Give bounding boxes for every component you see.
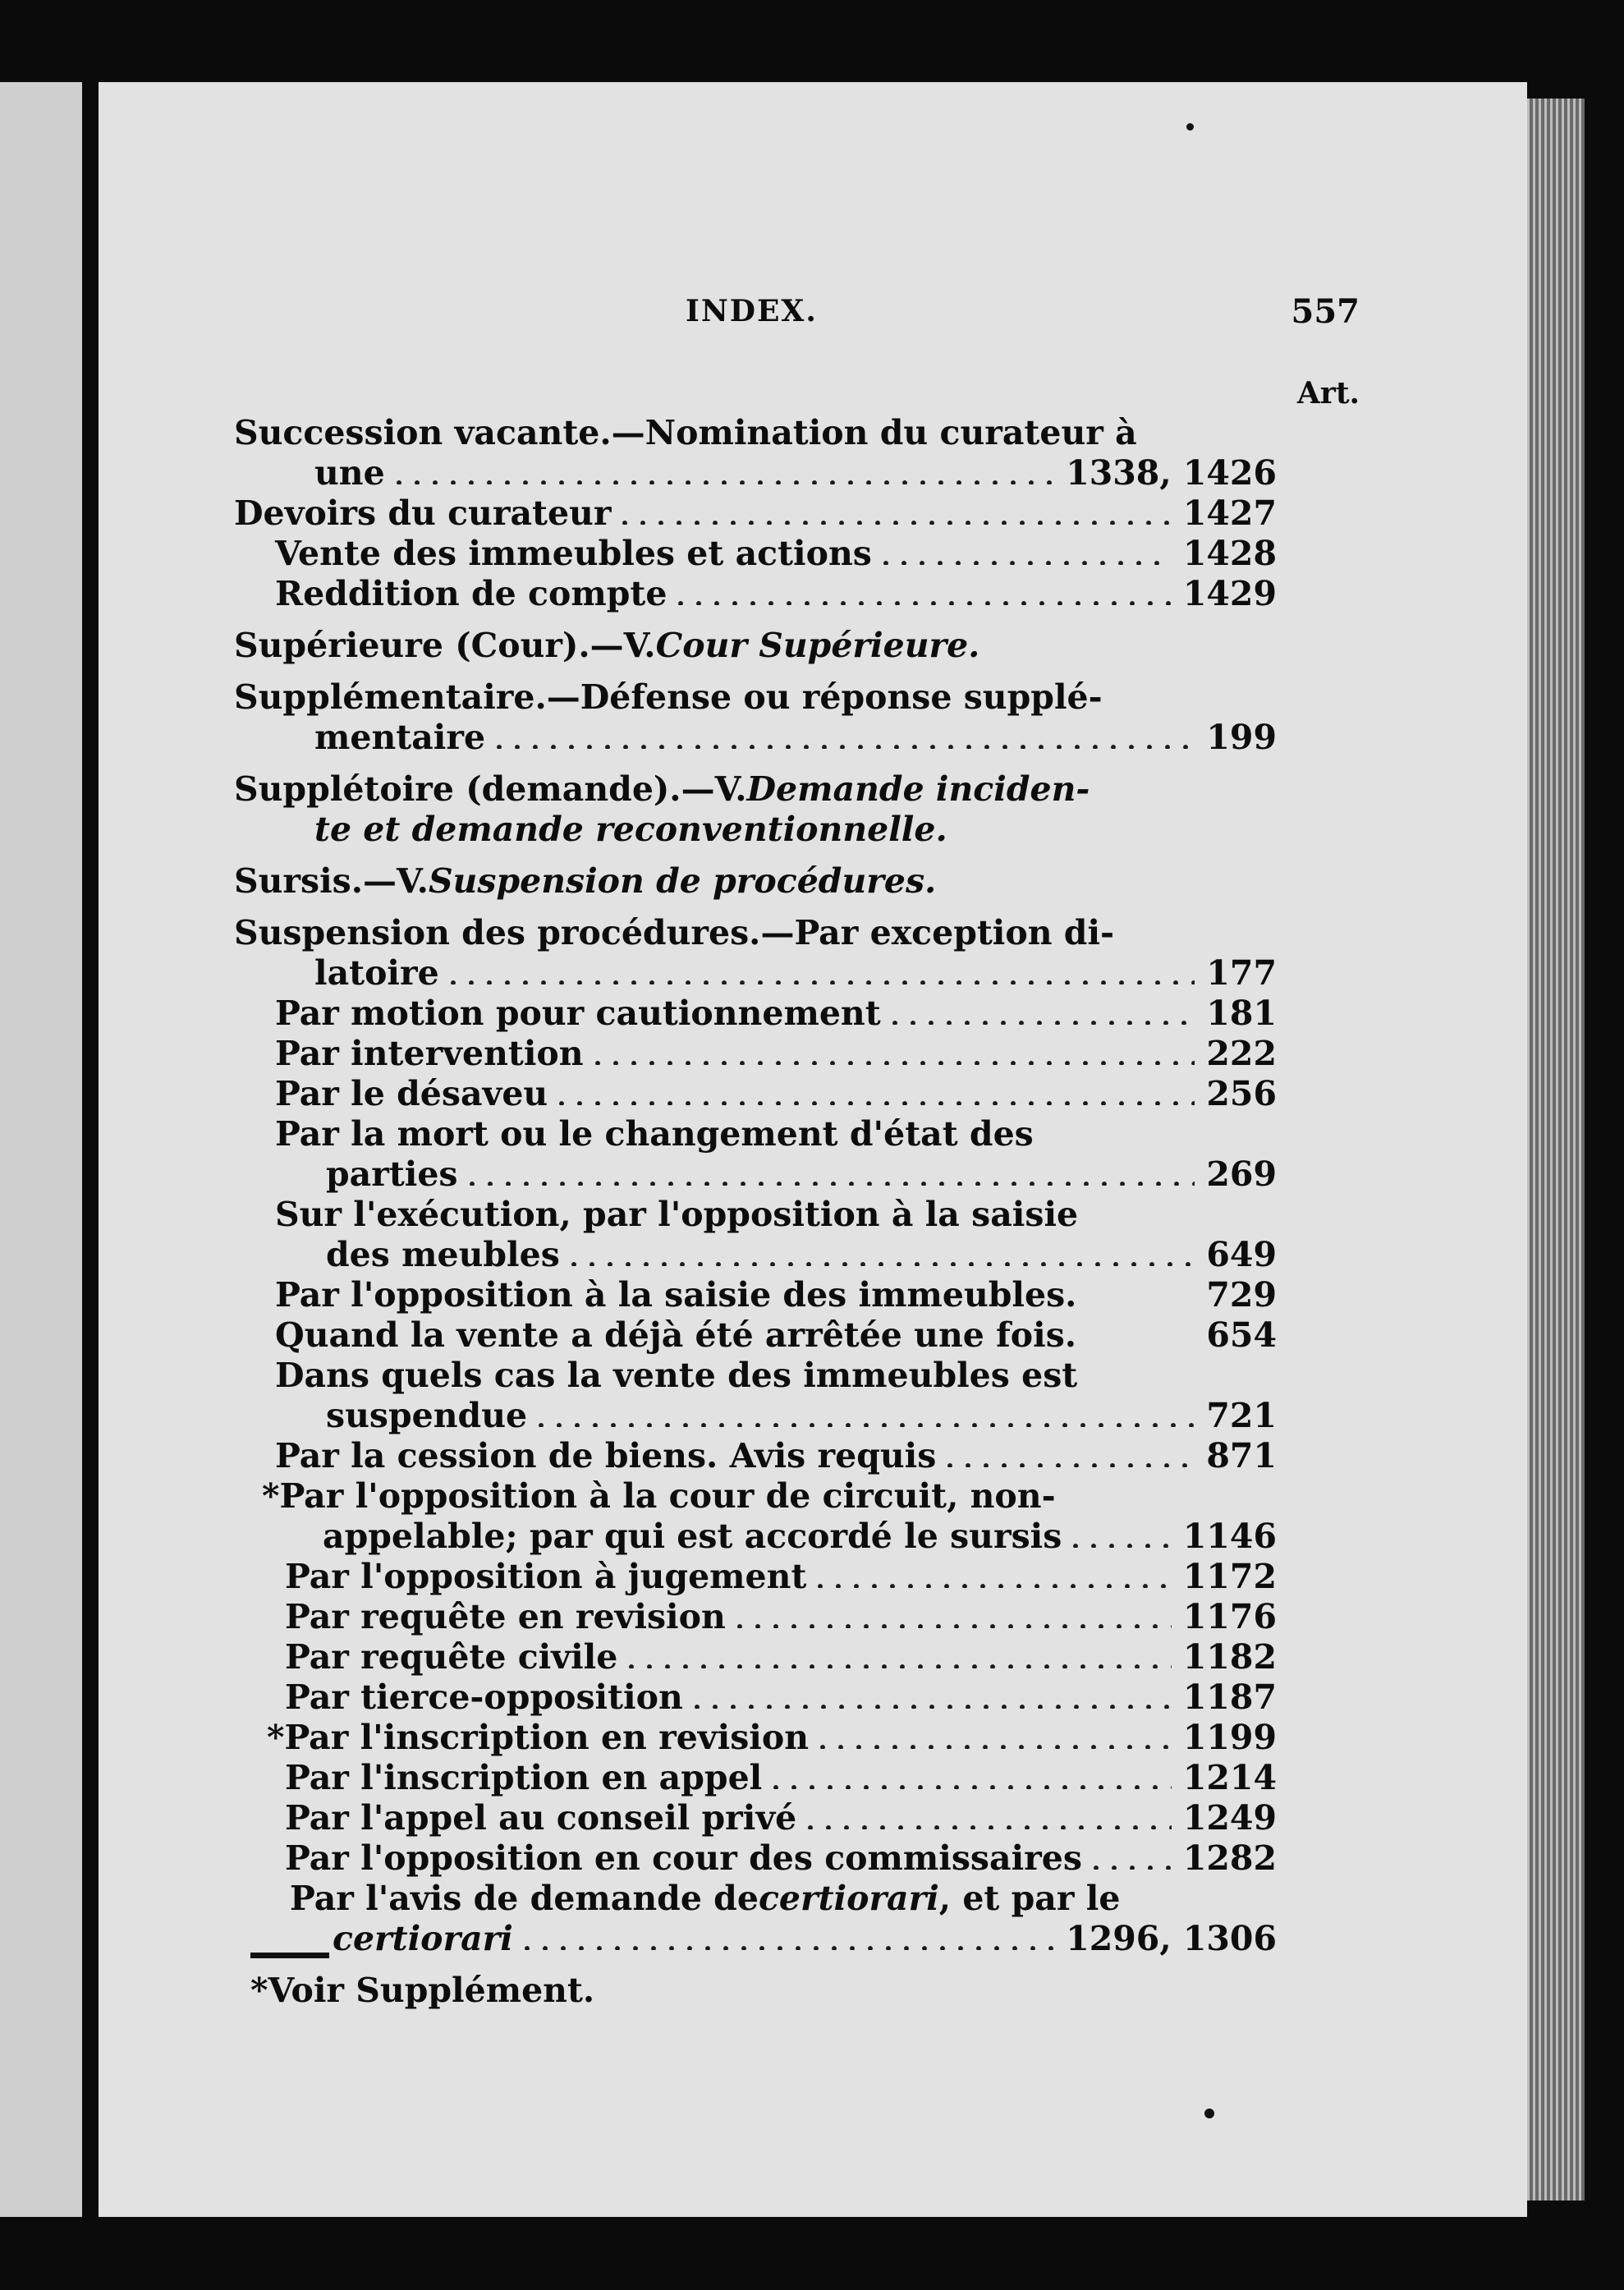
entry-text: Suspension des procédures.—Par exception di- bbox=[234, 913, 1115, 952]
index-line bbox=[234, 1235, 1277, 1275]
index-line bbox=[234, 1356, 1277, 1396]
entry-text: Par la cession de biens. Avis requis bbox=[275, 1436, 937, 1475]
dot-leader bbox=[886, 995, 1195, 1025]
article-ref: 654 bbox=[1206, 1315, 1277, 1355]
dot-leader bbox=[565, 1237, 1195, 1266]
article-ref: 177 bbox=[1206, 953, 1277, 993]
index-line bbox=[234, 1114, 1277, 1154]
entry-crossref: Demande inciden- bbox=[746, 769, 1090, 809]
entry-text: Supplétoire (demande).—V. bbox=[234, 769, 747, 809]
index-line bbox=[234, 1557, 1277, 1597]
article-column-label: Art. bbox=[1296, 376, 1360, 411]
article-ref: 199 bbox=[1206, 718, 1277, 757]
entry-text: Par l'appel au conseil privé bbox=[285, 1798, 797, 1838]
dot-leader bbox=[532, 1397, 1195, 1427]
dot-leader bbox=[616, 495, 1171, 525]
entry-text: Par l'opposition en cour des commissaires bbox=[285, 1838, 1082, 1878]
article-ref: 1182 bbox=[1182, 1637, 1277, 1677]
dot-leader bbox=[877, 535, 1172, 565]
spacer bbox=[1081, 1317, 1195, 1347]
article-ref: 1146 bbox=[1182, 1517, 1277, 1556]
index-line bbox=[234, 534, 1277, 574]
index-line bbox=[234, 493, 1277, 534]
entry-crossref: Cour Supérieure. bbox=[655, 626, 980, 665]
article-ref: 721 bbox=[1206, 1396, 1277, 1435]
entry-text: Par requête civile bbox=[285, 1637, 618, 1677]
entry-text: suspendue bbox=[326, 1396, 528, 1435]
article-ref: 269 bbox=[1206, 1154, 1277, 1194]
entry-text: appelable; par qui est accordé le sursis bbox=[323, 1517, 1062, 1556]
entry-text: une bbox=[314, 453, 385, 493]
entry-text: Par requête en revision bbox=[285, 1597, 726, 1636]
entry-text: Devoirs du curateur bbox=[234, 493, 612, 533]
article-ref: 1214 bbox=[1182, 1758, 1277, 1797]
article-ref: 1427 bbox=[1182, 493, 1277, 533]
index-line bbox=[234, 1275, 1277, 1315]
entry-text: Dans quels cas la vente des immeubles est bbox=[275, 1356, 1078, 1395]
dot-leader bbox=[444, 955, 1195, 984]
entry-italic: certiorari bbox=[758, 1879, 939, 1918]
entry-italic: certiorari bbox=[333, 1919, 513, 1958]
article-ref: 1428 bbox=[1182, 534, 1277, 573]
index-line bbox=[234, 1798, 1277, 1838]
entry-text: Supérieure (Cour).—V. bbox=[234, 626, 656, 665]
index-line bbox=[234, 1396, 1277, 1436]
dot-leader bbox=[814, 1719, 1172, 1749]
entry-text: Par motion pour cautionnement bbox=[275, 994, 881, 1033]
article-ref: 1176 bbox=[1182, 1597, 1277, 1636]
index-line bbox=[234, 1597, 1277, 1637]
index-line bbox=[234, 1436, 1277, 1476]
entry-crossref: te et demande reconventionnelle. bbox=[314, 810, 947, 849]
index-line bbox=[234, 1838, 1277, 1879]
index-line bbox=[234, 677, 1277, 718]
entry-text: Par l'avis de demande de bbox=[290, 1879, 759, 1918]
index-line bbox=[234, 574, 1277, 614]
index-line bbox=[234, 1718, 1277, 1758]
entry-text: Par intervention bbox=[275, 1034, 584, 1073]
dot-leader bbox=[672, 576, 1171, 605]
page-number: 557 bbox=[1291, 292, 1360, 331]
index-line bbox=[234, 1315, 1277, 1356]
index-line bbox=[234, 453, 1277, 493]
dot-leader bbox=[622, 1639, 1172, 1668]
entry-text: , et par le bbox=[938, 1879, 1121, 1918]
dot-leader bbox=[1087, 1840, 1172, 1870]
article-ref: 729 bbox=[1206, 1275, 1277, 1315]
article-ref: 1199 bbox=[1182, 1718, 1277, 1757]
index-line bbox=[234, 1517, 1277, 1557]
dot-leader bbox=[490, 719, 1195, 749]
running-title: INDEX. bbox=[686, 294, 818, 328]
index-line bbox=[234, 1879, 1277, 1919]
entry-text: Sur l'exécution, par l'opposition à la saisie bbox=[275, 1195, 1079, 1234]
index-line bbox=[234, 1919, 1277, 1959]
dot-leader bbox=[589, 1035, 1195, 1065]
index-line bbox=[234, 810, 1277, 850]
article-ref: 1172 bbox=[1182, 1557, 1277, 1596]
entry-text: mentaire bbox=[314, 718, 486, 757]
index-line bbox=[234, 769, 1277, 810]
article-ref: 181 bbox=[1206, 994, 1277, 1033]
entry-text: Succession vacante.—Nomination du curateur à bbox=[234, 413, 1137, 452]
entry-text: Vente des immeubles et actions bbox=[275, 534, 872, 573]
entry-text: Par l'inscription en appel bbox=[285, 1758, 763, 1797]
index-line bbox=[234, 861, 1277, 902]
entry-text: Par tierce-opposition bbox=[285, 1677, 683, 1717]
index-line bbox=[234, 1637, 1277, 1677]
entry-text: *Par l'opposition à la cour de circuit, non- bbox=[262, 1476, 1056, 1516]
index-entries bbox=[234, 413, 1277, 1959]
footnote: *Voir Supplément. bbox=[250, 1971, 595, 2010]
dot-leader bbox=[553, 1076, 1195, 1105]
index-line bbox=[234, 994, 1277, 1034]
index-line bbox=[234, 1476, 1277, 1517]
entry-text: latoire bbox=[314, 953, 439, 993]
index-line bbox=[234, 1195, 1277, 1235]
entry-text: Par la mort ou le changement d'état des bbox=[275, 1114, 1034, 1154]
index-line bbox=[234, 626, 1277, 666]
dot-leader bbox=[463, 1156, 1195, 1186]
dot-leader bbox=[1067, 1518, 1172, 1548]
dot-leader bbox=[767, 1760, 1172, 1789]
index-line bbox=[234, 1154, 1277, 1195]
spacer bbox=[1081, 1277, 1195, 1306]
entry-text: Reddition de compte bbox=[275, 574, 667, 613]
dot-leader bbox=[518, 1921, 1054, 1950]
entry-text: des meubles bbox=[326, 1235, 560, 1274]
article-ref: 871 bbox=[1206, 1436, 1277, 1475]
index-line bbox=[234, 718, 1277, 758]
article-ref: 1282 bbox=[1182, 1838, 1277, 1878]
entry-crossref: Suspension de procédures. bbox=[428, 861, 937, 901]
dot-leader bbox=[801, 1800, 1172, 1829]
entry-text: Supplémentaire.—Défense ou réponse supplé- bbox=[234, 677, 1103, 717]
entry-text: parties bbox=[326, 1154, 458, 1194]
article-ref: 1249 bbox=[1182, 1798, 1277, 1838]
index-line bbox=[234, 953, 1277, 994]
entry-text: Par l'opposition à la saisie des immeubles. bbox=[275, 1275, 1077, 1315]
dot-leader bbox=[941, 1438, 1195, 1467]
article-ref: 222 bbox=[1206, 1034, 1277, 1073]
article-ref: 256 bbox=[1206, 1074, 1277, 1113]
index-line bbox=[234, 913, 1277, 953]
article-ref: 1187 bbox=[1182, 1677, 1277, 1717]
index-line bbox=[234, 1034, 1277, 1074]
dot-leader bbox=[688, 1679, 1172, 1709]
entry-text: Sursis.—V. bbox=[234, 861, 429, 901]
index-line bbox=[234, 1677, 1277, 1718]
index-line bbox=[234, 413, 1277, 453]
index-line bbox=[234, 1758, 1277, 1798]
article-ref: 1429 bbox=[1182, 574, 1277, 613]
dot-leader bbox=[731, 1599, 1172, 1628]
dot-leader bbox=[811, 1558, 1171, 1588]
article-ref: 1338, 1426 bbox=[1066, 453, 1277, 493]
entry-text: Par l'opposition à jugement bbox=[285, 1557, 807, 1596]
article-ref: 649 bbox=[1206, 1235, 1277, 1274]
index-line bbox=[234, 1074, 1277, 1114]
entry-text: *Par l'inscription en revision bbox=[267, 1718, 810, 1757]
entry-text: Quand la vente a déjà été arrêtée une fois. bbox=[275, 1315, 1077, 1355]
footnote-rule bbox=[250, 1953, 329, 1958]
dot-leader bbox=[390, 455, 1055, 484]
entry-text: Par le désaveu bbox=[275, 1074, 548, 1113]
article-ref: 1296, 1306 bbox=[1066, 1919, 1277, 1958]
